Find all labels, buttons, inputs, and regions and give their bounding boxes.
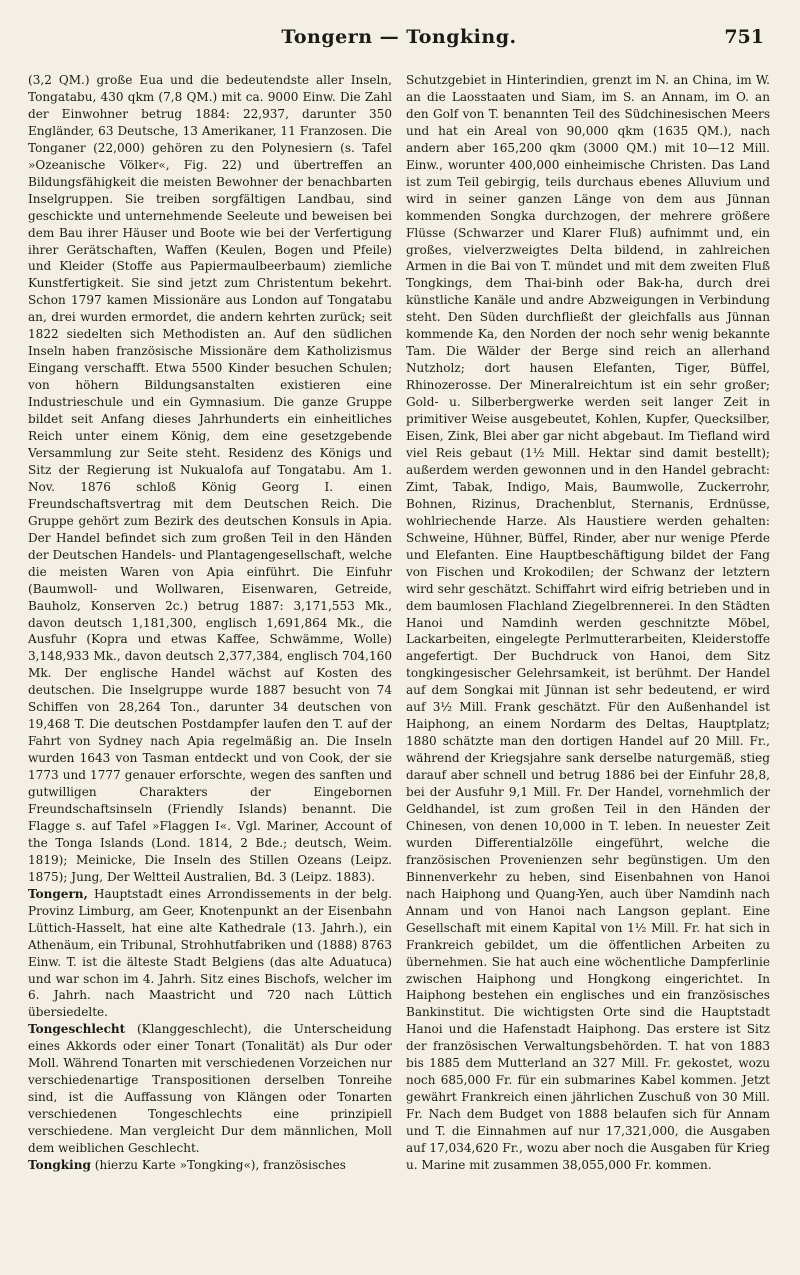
entry-text: (hierzu Karte »Tongking«), französisches xyxy=(94,1158,346,1172)
entry-headword: Tongking xyxy=(28,1158,91,1172)
left-column xyxy=(28,72,392,1257)
entry-tonga-continuation xyxy=(28,72,392,886)
text-columns xyxy=(28,72,770,1257)
entry-tongking-continuation xyxy=(406,72,770,1174)
running-title: Tongern — Tongking. xyxy=(281,26,517,48)
entry-text: (3,2 QM.) große Eua und die bedeutendste aller Inseln, Tongatabu, 430 qkm (7,8 QM.) mit ca. 9000 Einw. Die Zahl der Einwohner betrug 1884: 22,937, darunter 350 Engländer, 63 Deutsche, 13 Amerikaner, 11 Franzosen. Die Tonganer (22,000) gehören zu den Polynesiern (s. Tafel »Ozeanische Völker«, Fig. 22) und übertreffen an Bildungsfähigkeit die meisten Bewohner der benachbarten Inselgruppen. Sie treiben sorgfältigen Landbau, sind geschickte und unternehmende Seeleute und beweisen bei dem Bau ihrer Häuser und Boote wie bei der Verfertigung ihrer Gerätschaften, Waffen (Keulen, Bogen und Pfeile) und Kleider (Stoffe aus Papiermaulbeerbaum) ziemliche Kunstfertigkeit. Sie sind jetzt zum Christentum bekehrt. Schon 1797 kamen Missionäre aus London auf Tongatabu an, drei wurden ermordet, die andern kehrten zurück; seit 1822 siedelten sich Methodisten an. Auf den südlichen Inseln haben französische Missionäre dem Katholizismus Eingang verschafft. Etwa 5500 Kinder besuchen Schulen; von höhern Bildungsanstalten existieren eine Industrieschule und ein Gymnasium. Die ganze Gruppe bildet seit Anfang dieses Jahrhunderts ein einheitliches Reich unter einem König, dem eine gesetzgebende Versammlung zur Seite steht. Residenz des Königs und Sitz der Regierung ist Nukualofa auf Tongatabu. Am 1. Nov. 1876 schloß König Georg I. einen Freundschaftsvertrag mit dem Deutschen Reich. Die Gruppe gehört zum Bezirk des deutschen Konsuls in Apia. Der Handel befindet sich zum großen Teil in den Händen der Deutschen Handels- und Plantagengesellschaft, welche die meisten Waren von Apia einführt. Die Einfuhr (Baumwoll- und Wollwaren, Eisenwaren, Getreide, Bauholz, Konserven 2c.) betrug 1887: 3,171,553 Mk., davon deutsch 1,181,300, englisch 1,691,864 Mk., die Ausfuhr (Kopra und etwas Kaffee, Schwämme, Wolle) 3,148,933 Mk., davon deutsch 2,377,384, englisch 704,160 Mk. Der englische Handel wächst auf Kosten des deutschen. Die Inselgruppe wurde 1887 besucht von 74 Schiffen von 28,264 Ton., darunter 34 deutschen von 19,468 T. Die deutschen Postdampfer laufen den T. auf der Fahrt von Sydney nach Apia regelmäßig an. Die Inseln wurden 1643 von Tasman entdeckt und von Cook, der sie 1773 und 1777 genauer erforschte, wegen des sanften und gutwilligen Charakters der Eingebornen Freundschaftsinseln (Friendly Islands) benannt. Die Flagge s. auf Tafel »Flaggen I«. Vgl. Mariner, Account of the Tonga Islands (Lond. 1814, 2 Bde.; deutsch, Weim. 1819); Meinicke, Die Inseln des Stillen Ozeans (Leipz. 1875); Jung, Der Weltteil Australien, Bd. 3 (Leipz. 1883). xyxy=(28,73,392,884)
entry-headword: Tongern, xyxy=(28,886,88,901)
entry-text: Hauptstadt eines Arrondissements in der belg. Provinz Limburg, am Geer, Knotenpunkt an der Eisenbahn Lüttich-Hasselt, hat eine alte Kathedrale (13. Jahrh.), ein Athenäum, ein Tribunal, Strohhutfabriken und (1888) 8763 Einw. T. ist die älteste Stadt Belgiens (das alte Aduatuca) und war schon im 4. Jahrh. Sitz eines Bischofs, welcher im 6. Jahrh. nach Maastricht und 720 nach Lüttich übersiedelte. xyxy=(28,886,392,1020)
entry-tongking xyxy=(28,1157,392,1174)
right-column xyxy=(406,72,770,1257)
entry-text: (Klanggeschlecht), die Unterscheidung eines Akkords oder einer Tonart (Tonalität) als Dur oder Moll. Während Tonarten mit verschiedenen Vorzeichen nur verschiedenartige Transpositionen derselben Tonreihe sind, ist die Auffassung von Klängen oder Tonarten verschiedenen Tongeschlechts eine prinzipiell verschiedene. Man vergleicht Dur dem männlichen, Moll dem weiblichen Geschlecht. xyxy=(28,1022,392,1156)
entry-tongern xyxy=(28,886,392,1022)
entry-tongeschlecht xyxy=(28,1021,392,1157)
page-number: 751 xyxy=(724,26,764,48)
page-header xyxy=(28,0,770,58)
entry-headword: Tongeschlecht xyxy=(28,1022,126,1037)
entry-text: Schutzgebiet in Hinterindien, grenzt im N. an China, im W. an die Laosstaaten und Siam, im S. an Annam, im O. an den Golf von T. benannten Teil des Südchinesischen Meers und hat ein Areal von 90,000 qkm (1635 QM.), nach andern aber 165,200 qkm (3000 QM.) mit 10—12 Mill. Einw., worunter 400,000 einheimische Christen. Das Land ist zum Teil gebirgig, teils durchaus ebenes Alluvium und wird in seiner ganzen Länge von dem aus Jünnan kommenden Songka durchzogen, der mehrere größere Flüsse (Schwarzer und Klarer Fluß) aufnimmt und, ein großes, vielverzweigtes Delta bildend, in zahlreichen Armen in die Bai von T. mündet und mit dem zweiten Fluß Tongkings, dem Thai-binh oder Bak-ha, durch drei künstliche Kanäle und andre Abzweigungen in Verbindung steht. Den Süden durchfließt der gleichfalls aus Jünnan kommende Ka, den Norden der noch sehr wenig bekannte Tam. Die Wälder der Berge sind reich an allerhand Nutzholz; dort hausen Elefanten, Tiger, Büffel, Rhinozerosse. Der Mineralreichtum ist ein sehr großer; Gold- u. Silberbergwerke werden seit langer Zeit in primitiver Weise ausgebeutet, Kohlen, Kupfer, Quecksilber, Eisen, Zink, Blei aber gar nicht abgebaut. Im Tiefland wird viel Reis gebaut (1½ Mill. Hektar sind damit bestellt); außerdem werden gewonnen und in den Handel gebracht: Zimt, Tabak, Indigo, Mais, Baumwolle, Zuckerrohr, Bohnen, Rizinus, Drachenblut, Sternanis, Erdnüsse, wohlriechende Harze. Als Haustiere werden gehalten: Schweine, Hühner, Büffel, Rinder, aber nur wenige Pferde und Elefanten. Eine Hauptbeschäftigung bildet der Fang von Fischen und Krokodilen; der Schwanz der letztern wird sehr geschätzt. Schiffahrt wird eifrig betrieben und in dem baumlosen Flachland Ziegelbrennerei. In den Städten Hanoi und Namdinh werden geschnitzte Möbel, Lackarbeiten, eingelegte Perlmutterarbeiten, Kleiderstoffe angefertigt. Der Buchdruck von Hanoi, dem Sitz tongkingesischer Gelehrsamkeit, ist berühmt. Der Handel auf dem Songkai mit Jünnan ist sehr bedeutend, er wird auf 3½ Mill. Frank geschätzt. Für den Außenhandel ist Haiphong, an einem Nordarm des Deltas, Hauptplatz; 1880 schätzte man den dortigen Handel auf 20 Mill. Fr., während der Kriegsjahre sank derselbe naturgemäß, stieg darauf aber schnell und betrug 1886 bei der Einfuhr 28,8, bei der Ausfuhr 9,1 Mill. Fr. Der Handel, vornehmlich der Geldhandel, ist zum großen Teil in den Händen der Chinesen, von denen 10,000 in T. leben. In neuester Zeit wurden Differentialzölle eingeführt, welche die französischen Provenienzen sehr begünstigen. Um den Binnenverkehr zu heben, sind Eisenbahnen von Hanoi nach Haiphong und Quang-Yen, auch über Namdinh nach Annam und von Hanoi nach Langson geplant. Eine Gesellschaft mit einem Kapital von 1½ Mill. Fr. hat sich in Frankreich gebildet, um die öffentlichen Arbeiten zu übernehmen. Sie hat auch eine wöchentliche Dampferlinie zwischen Haiphong und Hongkong eingerichtet. In Haiphong bestehen ein englisches und ein französisches Bankinstitut. Die wichtigsten Orte sind die Hauptstadt Hanoi und die Hafenstadt Haiphong. Das erstere ist Sitz der französischen Verwaltungsbehörden. T. hat von 1883 bis 1885 dem Mutterland an 327 Mill. Fr. gekostet, wozu noch 685,000 Fr. für ein submarines Kabel kommen. Jetzt gewährt Frankreich einen jährlichen Zuschuß von 30 Mill. Fr. Nach dem Budget von 1888 belaufen sich für Annam und T. die Einnahmen auf nur 17,321,000, die Ausgaben auf 17,034,620 Fr., wozu aber noch die Ausgaben für Krieg u. Marine mit zusammen 38,055,000 Fr. kommen. xyxy=(406,73,770,1172)
